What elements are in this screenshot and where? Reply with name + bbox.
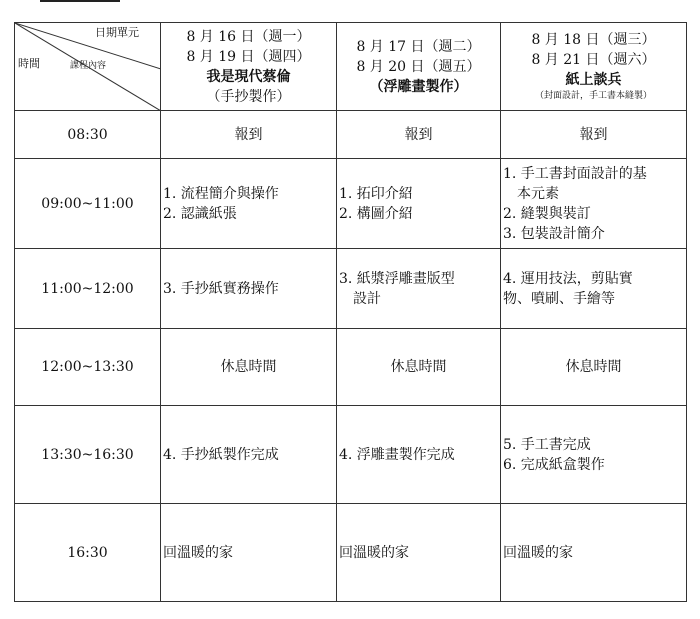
- activity-line: 1. 手工書封面設計的基: [503, 165, 647, 182]
- row-1630: [15, 504, 687, 602]
- col3-date2: 8 月 21 日（週六）: [531, 52, 656, 68]
- activity-line: 4. 運用技法，剪貼實: [503, 270, 633, 287]
- activity-line: 休息時間: [565, 359, 622, 375]
- top-edge-line: [40, 0, 120, 2]
- col2-date1: 8 月 17 日（週二）: [356, 38, 481, 55]
- col2-date2: 8 月 20 日（週五）: [356, 58, 481, 75]
- activity-line: 3. 紙漿浮雕畫版型: [339, 270, 455, 287]
- col1-subtitle: （手抄製作）: [206, 88, 291, 105]
- column-header-3: [501, 23, 687, 111]
- col1-title: 我是現代蔡倫: [206, 68, 291, 85]
- activity-line: 報到: [234, 126, 263, 143]
- time-cell: 11:00~12:00: [15, 249, 161, 329]
- activity-line: 物、噴刷、手繪等: [503, 290, 615, 307]
- activity-cell: [501, 249, 687, 329]
- col1-date1: 8 月 16 日（週一）: [186, 28, 311, 45]
- activity-cell: [337, 406, 501, 504]
- activity-line: 2. 構圖介紹: [339, 205, 413, 222]
- activity-cell: [337, 111, 501, 159]
- activity-line: 回溫暖的家: [503, 544, 573, 561]
- row-1330: [15, 406, 687, 504]
- activity-line: 6. 完成紙盒製作: [503, 456, 605, 473]
- activity-line: 5. 手工書完成: [503, 436, 591, 453]
- column-header-2: [337, 23, 501, 111]
- activity-cell: [161, 249, 337, 329]
- activity-line: 休息時間: [390, 359, 447, 375]
- activity-line: 3. 手抄紙實務操作: [163, 280, 279, 297]
- corner-date-label: 日期單元: [95, 26, 139, 39]
- activity-line: 回溫暖的家: [339, 544, 409, 561]
- time-cell: 12:00~13:30: [15, 329, 161, 406]
- time-cell: 13:30~16:30: [15, 406, 161, 504]
- time-cell: 09:00~11:00: [15, 159, 161, 249]
- activity-cell: [337, 159, 501, 249]
- activity-cell: [501, 111, 687, 159]
- time-cell: 08:30: [15, 111, 161, 159]
- activity-cell: [161, 329, 337, 406]
- row-0830: [15, 111, 687, 159]
- col3-date1: 8 月 18 日（週三）: [531, 32, 656, 48]
- activity-line: 報到: [579, 126, 608, 143]
- corner-cell: [15, 23, 161, 111]
- activity-line: 3. 包裝設計簡介: [503, 225, 605, 242]
- row-0900: [15, 159, 687, 249]
- activity-line: 1. 拓印介紹: [339, 185, 413, 202]
- col3-title: 紙上談兵: [565, 72, 622, 88]
- activity-cell: [501, 329, 687, 406]
- activity-line: 回溫暖的家: [163, 544, 233, 561]
- activity-cell: [337, 504, 501, 602]
- activity-line: 2. 認識紙張: [163, 205, 237, 222]
- activity-line: 本元素: [503, 185, 559, 202]
- header-row: [15, 23, 687, 111]
- col3-note: （封面設計，手工書本縫製）: [534, 91, 652, 101]
- corner-content-label: 課程內容: [70, 61, 107, 71]
- activity-cell: [501, 406, 687, 504]
- activity-line: 報到: [404, 126, 433, 143]
- col2-title: （浮雕畫製作）: [369, 78, 468, 95]
- col1-date2: 8 月 19 日（週四）: [186, 48, 311, 65]
- activity-cell: [161, 504, 337, 602]
- row-1100: [15, 249, 687, 329]
- activity-cell: [161, 159, 337, 249]
- activity-cell: [161, 111, 337, 159]
- column-header-1: [161, 23, 337, 111]
- activity-cell: [337, 249, 501, 329]
- activity-line: 4. 浮雕畫製作完成: [339, 446, 455, 463]
- time-cell: 16:30: [15, 504, 161, 602]
- activity-line: 休息時間: [220, 359, 277, 375]
- schedule-table: [14, 22, 687, 602]
- activity-cell: [501, 504, 687, 602]
- row-1200: [15, 329, 687, 406]
- corner-time-label: 時間: [18, 57, 40, 70]
- activity-line: 設計: [339, 290, 381, 307]
- activity-line: 1. 流程簡介與操作: [163, 185, 279, 202]
- activity-cell: [337, 329, 501, 406]
- activity-cell: [161, 406, 337, 504]
- activity-line: 4. 手抄紙製作完成: [163, 446, 279, 463]
- activity-line: 2. 縫製與裝訂: [503, 205, 591, 222]
- activity-cell: [501, 159, 687, 249]
